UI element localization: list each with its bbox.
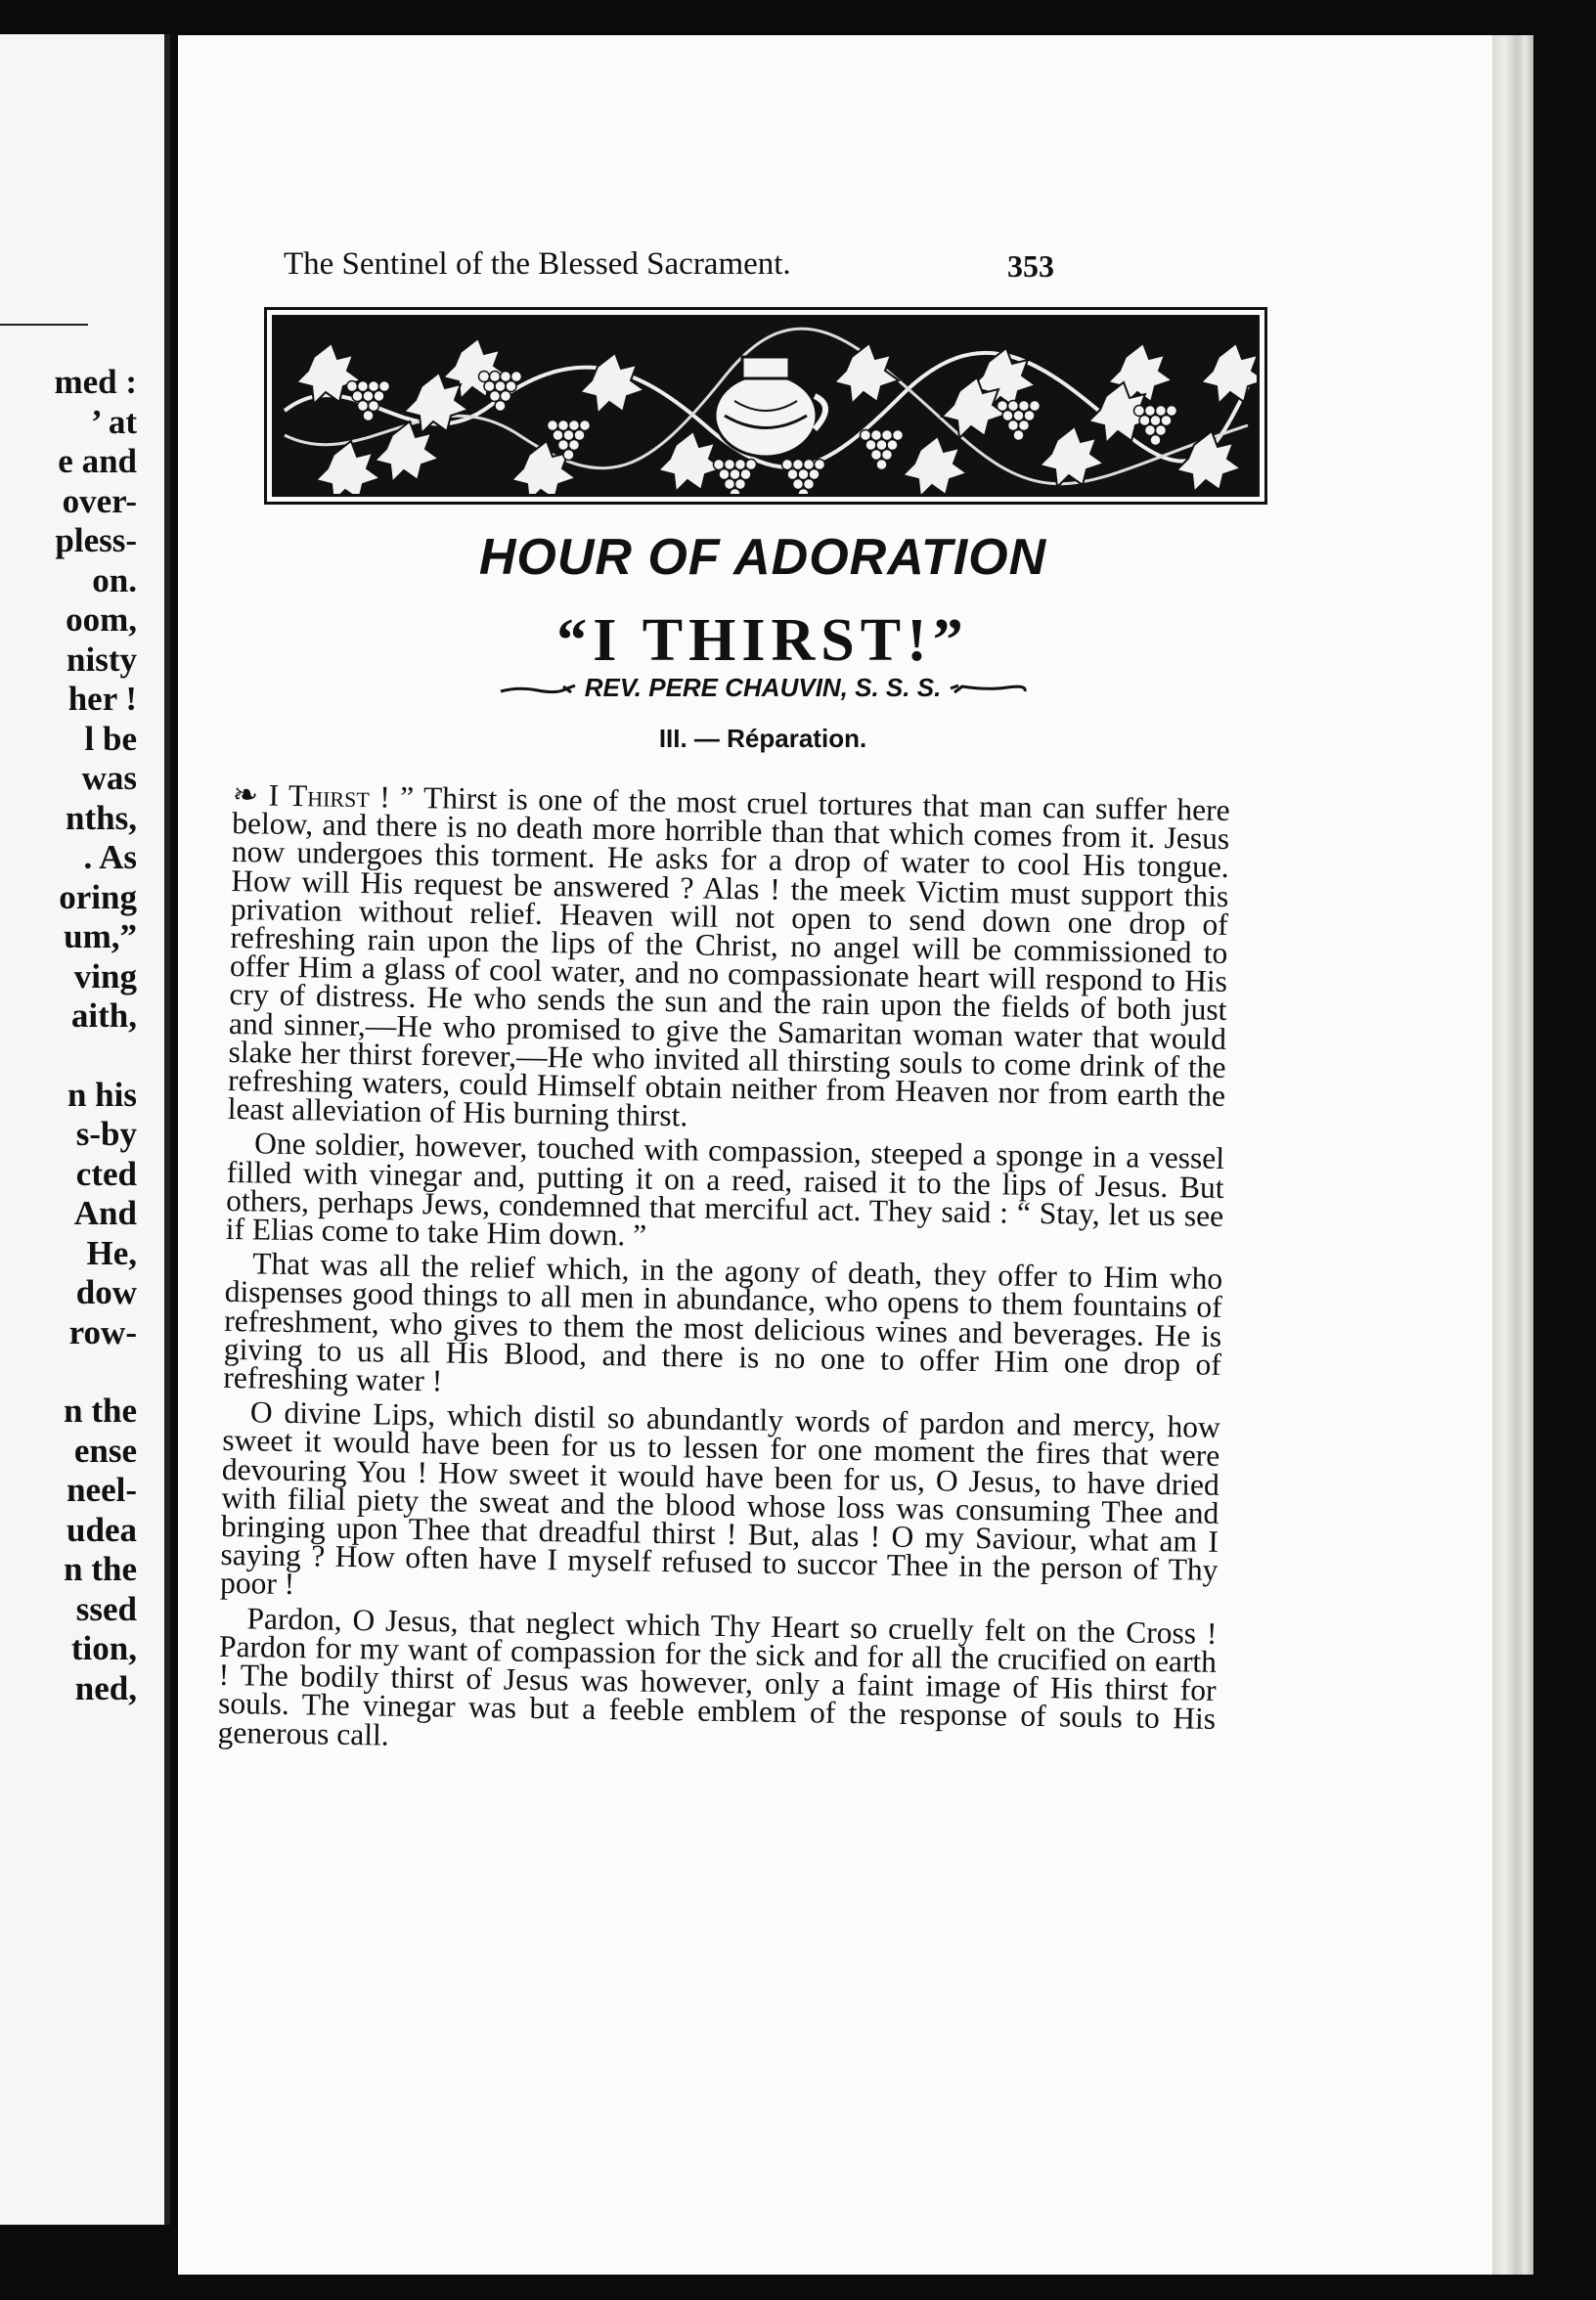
article-subtitle: “I THIRST!” <box>556 607 969 674</box>
author-flourish-left-icon <box>499 683 577 696</box>
left-page-line: He, <box>86 1233 137 1272</box>
left-page-line: cted <box>75 1154 137 1193</box>
paragraph-text: Thirst is one of the most cruel tortures that man can suffer here below, and there is no death more horrible than that which comes from it. Jesus now undergoes this torment. He asks for a drop of water to cool His tongue. How will His request be answered ? Alas ! the meek Victim must support this privation without relief. Heaven will not open to send down one drop of refreshing rain upon the lips of the Christ, no angel will be commissioned to offer Him a glass of cool water, and no compassionate heart will respond to His cry of distress. He who sends the sun and the rain upon the fields of both just and sinner,—He who promised to give the Samaritan woman water that would slake her thirst forever,—He who invited all thirsting souls to come drink of the refreshing waters, could Himself obtain neither from Heaven nor from earth the least alleviation of His burning thirst. <box>227 780 1230 1133</box>
left-page-line: udea <box>66 1510 137 1549</box>
left-page-line: oom, <box>66 600 137 639</box>
drop-ornament-icon: ❧ <box>232 777 269 813</box>
left-page-line: n the <box>64 1392 137 1430</box>
left-page-line: . As <box>83 838 137 876</box>
left-page-line: ense <box>73 1431 137 1470</box>
page-edge <box>1492 35 1533 2275</box>
left-page-line: dow <box>75 1273 137 1311</box>
article-body <box>217 777 1230 1768</box>
running-head-title: The Sentinel of the Blessed Sacrament. <box>284 246 791 282</box>
author-name: REV. PERE CHAUVIN, S. S. S. <box>584 673 942 702</box>
left-page-line: tion, <box>70 1629 137 1667</box>
left-page-line: l be <box>84 719 137 758</box>
grapevine-ornament-icon <box>275 318 1257 494</box>
paragraph: Pardon, O Jesus, that neglect which Thy Heart so cruelly felt on the Cross ! Pardon for my want of compassion for the sick and for all the crucified on earth ! The bodily thirst of Jesus was however, only a faint image of His thirst for souls. The vinegar was but a feeble emblem of the response of souls to His generous call. <box>217 1601 1218 1752</box>
left-page-fragment <box>0 34 170 2225</box>
paragraph: O divine Lips, which distil so abundantly words of pardon and mercy, how sweet it would have been for us to lessen for one moment the fires that were devouring You ! How sweet it would have been for us, O Jesus, to have dried with filial piety the sweat and the blood whose loss was consuming Thee and bringing upon Thee that dreadful thirst ! But, alas ! O my Saviour, what am I saying ? How often have I myself refused to succor Thee in the person of Thy poor ! <box>219 1394 1221 1602</box>
left-page-line: over- <box>62 481 137 520</box>
left-page-line: neel- <box>66 1471 137 1509</box>
left-page-line: n his <box>66 1075 137 1114</box>
left-page-line: ned, <box>74 1668 137 1707</box>
left-page-line: row- <box>68 1312 137 1351</box>
paragraph: That was all the relief which, in the agony of death, they offer to Him who dispenses good things to all men in abundance, who opens to them fountains of refreshment, who gives to them the most delicious wines and beverages. He is giving to us all His Blood, and there is no one to offer Him one drop of refreshing water ! <box>223 1246 1223 1398</box>
left-page-line: on. <box>92 560 137 599</box>
author-flourish-right-icon <box>949 683 1027 696</box>
paragraph: One soldier, however, touched with compassion, steeped a sponge in a vessel filled with vinegar and, putting it on a reed, raised it to the lips of Jesus. But others, perhaps Jews, condemned that merciful act. They said : “ Stay, let us see if Elias come to take Him down. ” <box>225 1126 1225 1253</box>
section-heading: III. — Réparation. <box>658 724 867 753</box>
left-page-line: was <box>81 759 137 797</box>
left-page-line: her ! <box>67 680 137 718</box>
left-page-line: ’ at <box>91 402 137 441</box>
author-line <box>244 673 1281 712</box>
paragraph <box>227 777 1230 1138</box>
left-page-line: um,” <box>64 917 137 955</box>
grapevine-ornament-banner <box>272 315 1260 497</box>
left-page-line: aith, <box>70 996 137 1035</box>
left-page-line <box>54 1352 137 1392</box>
left-page-line: e and <box>58 442 137 480</box>
left-page-line: pless- <box>55 521 137 559</box>
article-title: HOUR OF ADORATION <box>478 529 1047 586</box>
left-page-line: And <box>73 1194 137 1232</box>
left-page-line <box>54 1037 137 1076</box>
left-page-line: oring <box>59 877 137 916</box>
left-page-rule <box>0 324 88 326</box>
left-page-line: nisty <box>66 640 137 679</box>
left-page-line: nths, <box>66 798 137 837</box>
left-page-line: n the <box>64 1550 137 1588</box>
lead-smallcaps: I Thirst ! ” <box>268 777 415 815</box>
left-page-line: s-by <box>75 1115 137 1153</box>
left-page-line: ssed <box>75 1589 137 1628</box>
left-page-text <box>54 363 137 1708</box>
left-page-line: ving <box>73 956 137 995</box>
left-page-line: med : <box>54 363 137 401</box>
page-number: 353 <box>1007 248 1054 284</box>
